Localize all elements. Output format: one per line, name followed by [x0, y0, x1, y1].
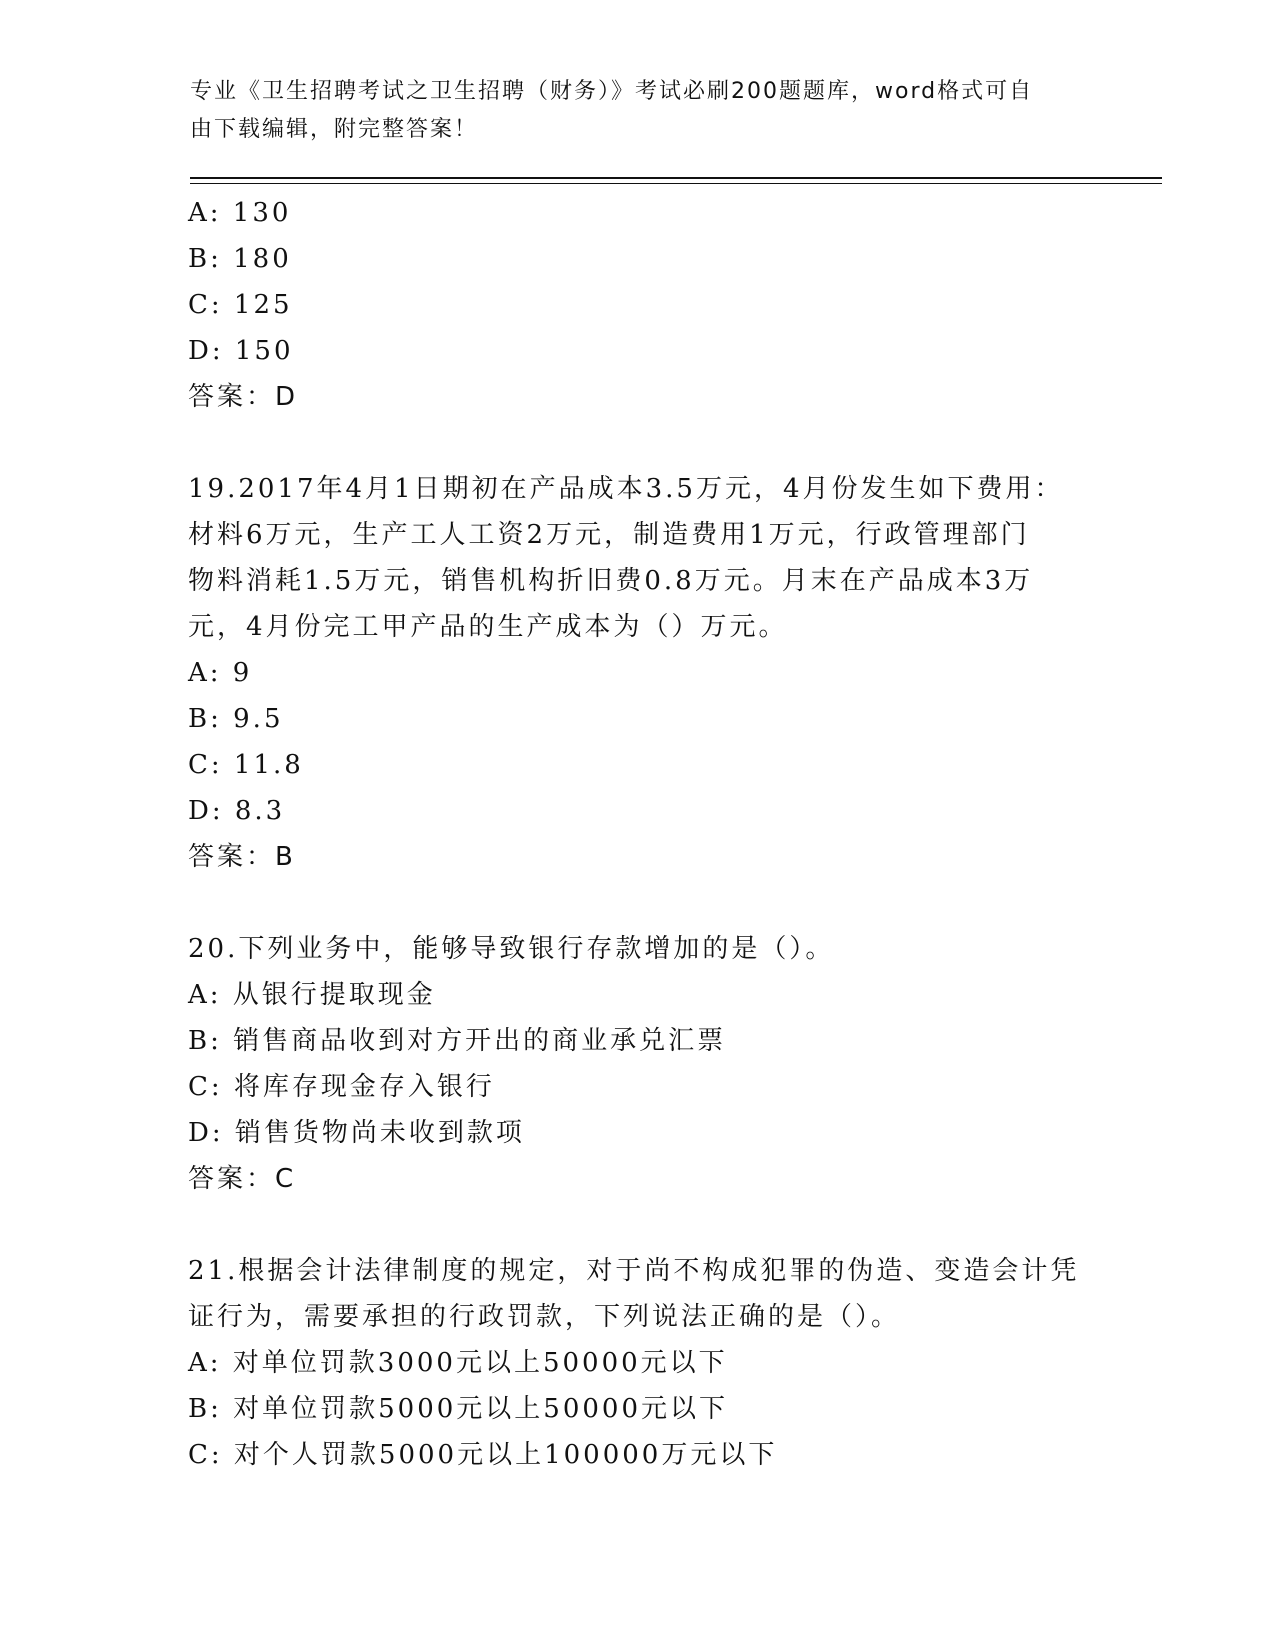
- option-d: D: 8.3: [188, 796, 286, 826]
- question-21-block: [188, 1248, 1088, 1478]
- question-21-text-line-2: 证行为，需要承担的行政罚款，下列说法正确的是（）。: [188, 1302, 901, 1332]
- option-a: A: 从银行提取现金: [188, 980, 436, 1010]
- question-19-text-line-3: 物料消耗1.5万元，销售机构折旧费0.8万元。月末在产品成本3万: [188, 566, 1034, 596]
- question-19-text-line-1: 19.2017年4月1日期初在产品成本3.5万元，4月份发生如下费用：: [188, 474, 1064, 504]
- question-20-block: [188, 926, 1088, 1202]
- header-divider-thick: [190, 177, 1162, 179]
- question-content: [188, 190, 1088, 1478]
- prev-question-block: [188, 190, 1088, 420]
- option-b: B: 销售商品收到对方开出的商业承兑汇票: [188, 1026, 727, 1056]
- question-21-text-line-1: 21.根据会计法律制度的规定，对于尚不构成犯罪的伪造、变造会计凭: [188, 1256, 1080, 1286]
- option-a: A: 9: [188, 658, 253, 688]
- option-b: B: 180: [188, 244, 292, 274]
- option-c: C: 11.8: [188, 750, 304, 780]
- option-a: A: 对单位罚款3000元以上50000元以下: [188, 1348, 728, 1378]
- question-19-block: [188, 466, 1088, 880]
- option-d: D: 销售货物尚未收到款项: [188, 1118, 525, 1148]
- option-c: C: 对个人罚款5000元以上100000万元以下: [188, 1440, 778, 1470]
- header-line-1: 专业《卫生招聘考试之卫生招聘（财务）》考试必刷200题题库，word格式可自: [190, 79, 1034, 104]
- document-header: [190, 73, 1070, 149]
- option-d: D: 150: [188, 336, 294, 366]
- option-b: B: 9.5: [188, 704, 284, 734]
- spacer: [188, 880, 1088, 926]
- option-b: B: 对单位罚款5000元以上50000元以下: [188, 1394, 729, 1424]
- question-19-text-line-2: 材料6万元，生产工人工资2万元，制造费用1万元，行政管理部门: [188, 520, 1030, 550]
- answer-line: 答案：C: [188, 1164, 297, 1194]
- option-a: A: 130: [188, 198, 292, 228]
- option-c: C: 125: [188, 290, 293, 320]
- question-20-text-line-1: 20.下列业务中，能够导致银行存款增加的是（）。: [188, 934, 835, 964]
- header-divider-thin: [190, 183, 1162, 184]
- spacer: [188, 420, 1088, 466]
- header-line-2: 由下载编辑，附完整答案！: [190, 117, 479, 142]
- option-c: C: 将库存现金存入银行: [188, 1072, 495, 1102]
- answer-line: 答案：D: [188, 382, 299, 412]
- spacer: [188, 1202, 1088, 1248]
- question-19-text-line-4: 元，4月份完工甲产品的生产成本为（）万元。: [188, 612, 788, 642]
- answer-line: 答案：B: [188, 842, 296, 872]
